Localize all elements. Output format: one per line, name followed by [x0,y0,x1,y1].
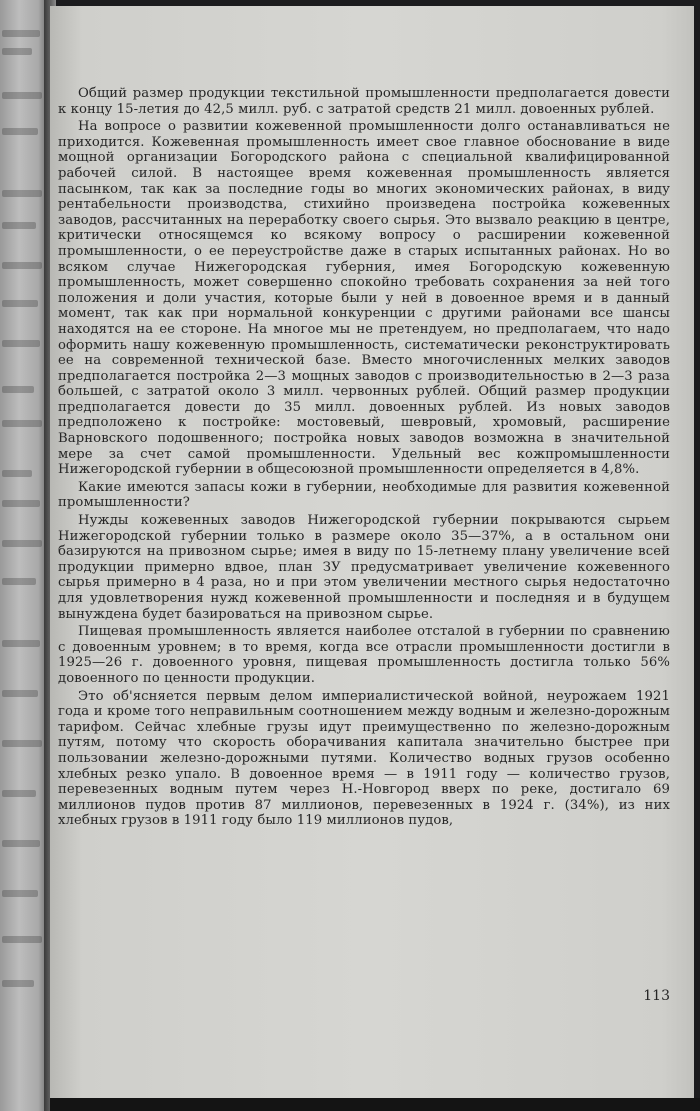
paragraph-food-industry: Пищевая промышленность является наиболее отсталой в губернии по сравнению с довоенным уровнем; в то время, когда все отрасли промышленности достигли в 1925—26 г. довоенного уровня, пищевая промышленность достигла только 56% довоенного по ценности продукции. [58,624,670,686]
adjacent-page-edge [0,0,48,1111]
page-number: 113 [643,988,670,1004]
paragraph-transport-explanation: Это об'ясняется первым делом империалистической войной, неурожаем 1921 года и кроме того неправильным соотношением между водным и железно-дорожным тарифом. Сейчас хлебные грузы идут преимущественно по железно-дорожным путям, потому что скорость оборачивания капитала значительно быстрее при пользовании железно-дорожными путями. Количество водных грузов особенно хлебных резко упало. В довоенное время — в 1911 году — количество грузов, перевезенных водным путем через Н.-Новгород вверх по реке, достигало 69 миллионов пудов против 87 миллионов, перевезенных в 1924 г. (34%), из них хлебных грузов в 1911 году было 119 миллионов пудов, [58,688,670,829]
paragraph-leather-raw-materials: Нужды кожевенных заводов Нижегородской губернии покрываются сырьем Нижегородской губернии только в размере около 35—37%, а в остальном они базируются на привозном сырье; имея в виду по 15-летнему плану увеличение всей продукции примерно вдвое, план ЗУ предусматривает увеличение кожевенного сырья примерно в 4 раза, но и при этом увеличении местного сырья недостаточно для удовлетворения нужд кожевенной промышленности и последняя и в будущем вынуждена будет базироваться на привозном сырье. [58,513,670,622]
paragraph-leather-question: Какие имеются запасы кожи в губернии, необходимые для развития кожевенной промышленности? [58,479,670,511]
book-page [50,6,694,1106]
bottom-shadow [50,1098,700,1111]
paragraph-leather-industry: На вопросе о развитии кожевенной промышленности долго останавливаться не приходится. Кожевенная промышленность имеет свое главное обоснование в виде мощной организации Богородского района с специальной квалифицированной рабочей силой. В настоящее время кожевенная промышленность является пасынком, так как за последние годы во многих экономических районах, в виду рентабельности производства, стихийно произведена постройка кожевенных заводов, рассчитанных на переработку своего сырья. Это вызвало реакцию в центре, критически относящемся ко всякому вопросу о расширении кожевенной промышленности, о ее переустройстве даже в старых испытанных районах. Но во всяком случае Нижегородская губерния, имея Богородскую кожевенную промышленность, может совершенно спокойно требовать сохранения за ней того положения и доли участия, которые были у ней в довоенное время и в данный момент, так как при нормальной конкуренции с другими районами все шансы находятся на ее стороне. На многое мы не претендуем, но предполагаем, что надо оформить нашу кожевенную промышленность, систематически реконструктировать ее на современной технической базе. Вместо многочисленных мелких заводов предполагается постройка 2—3 мощных заводов с производительностью в 2—3 раза большей, с затратой около 3 милл. червонных рублей. Общий размер продукции предполагается довести до 35 милл. довоенных рублей. Из новых заводов предположено к постройке: мостовевый, шевровый, хромовый, расширение Варновского подошвенного; постройка новых заводов возможна в значительной мере за счет самой промышленности. Удельный вес кожпромышленности Нижегородской губернии в общесоюзной промышленности определяется в 4,8%. [58,119,670,478]
page-body-text [58,86,670,831]
paragraph-textile-summary: Общий размер продукции текстильной промышленности предполагается довести к концу 15-летия до 42,5 милл. руб. с затратой средств 21 милл. довоенных рублей. [58,86,670,117]
